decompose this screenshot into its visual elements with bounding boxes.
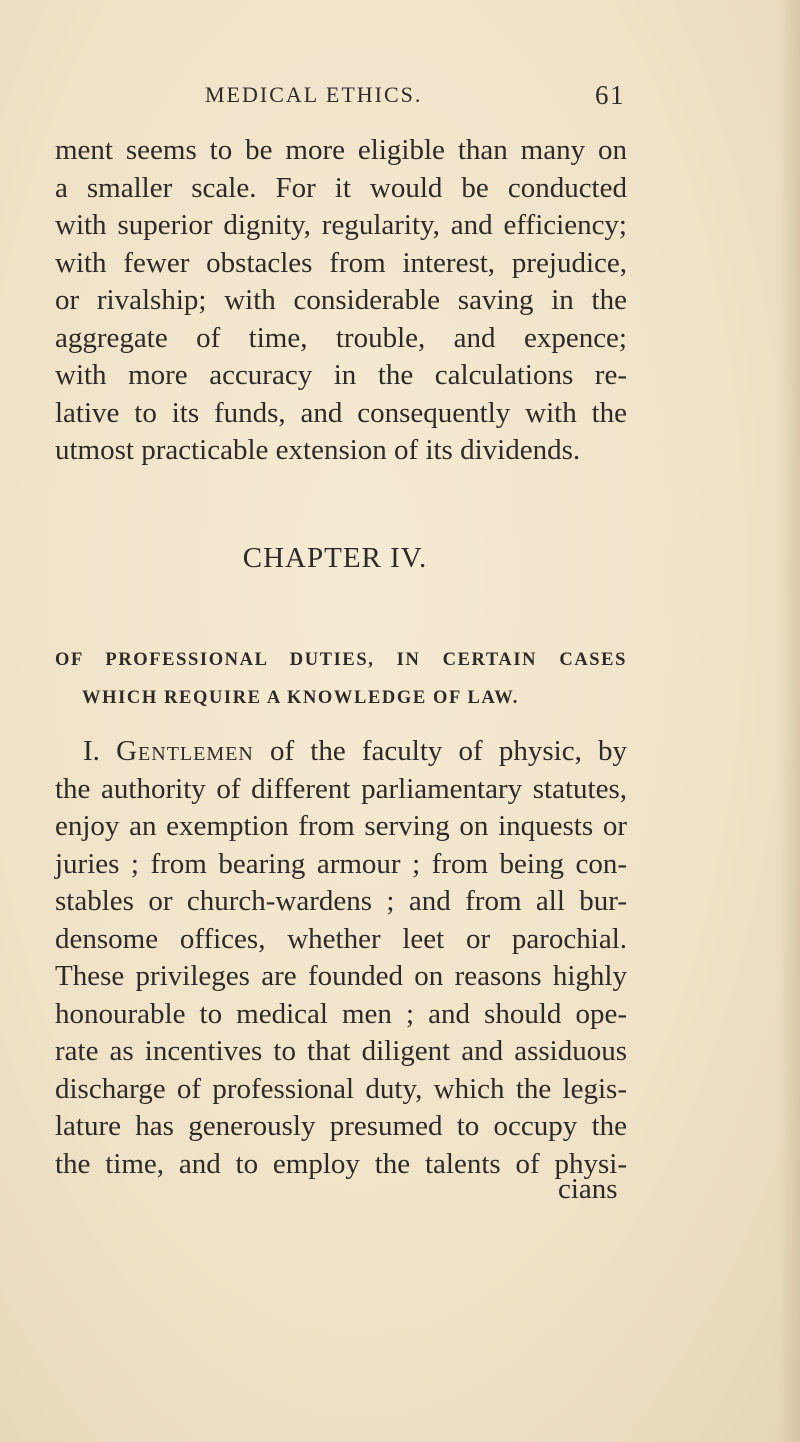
section-number: I. — [83, 735, 100, 767]
chapter-subtitle-line-2: WHICH REQUIRE A KNOWLEDGE OF LAW. — [82, 688, 519, 708]
text-line: the authority of different parliamentary statutes, — [55, 772, 627, 805]
paragraph-section-1 — [55, 733, 627, 1183]
text-line: lative to its funds, and consequently with the — [55, 396, 627, 429]
first-line-rest: of the faculty of physic, by — [269, 735, 628, 767]
text-line: with superior dignity, regularity, and efficiency; — [55, 209, 627, 241]
page-edge-shadow — [778, 0, 800, 1442]
text-line: with fewer obstacles from interest, prejudice, — [55, 246, 627, 279]
text-line: utmost practicable extension of its dividends. — [55, 434, 581, 466]
text-line: enjoy an exemption from serving on inquests or — [55, 810, 627, 842]
text-line: honourable to medical men ; and should ope- — [55, 997, 627, 1030]
chapter-heading — [0, 542, 800, 575]
text-line: rate as incentives to that diligent and assiduous — [55, 1035, 627, 1067]
text-line: densome offices, whether leet or parochial. — [55, 922, 627, 955]
text-line: a smaller scale. For it would be conducted — [55, 171, 627, 204]
chapter-title: CHAPTER IV. — [242, 542, 428, 574]
text-line: with more accuracy in the calculations re- — [55, 359, 627, 391]
catchword: cians — [558, 1173, 618, 1205]
text-line: the time, and to employ the talents of physi- — [55, 1147, 627, 1180]
lead-word: Gentlemen — [116, 735, 254, 767]
text-line: or rivalship; with considerable saving in the — [55, 284, 627, 316]
text-line: discharge of professional duty, which the legis- — [55, 1072, 627, 1105]
running-head — [205, 82, 625, 112]
text-line: These privileges are founded on reasons highly — [55, 960, 627, 992]
paragraph-continued — [55, 132, 627, 470]
page-number: 61 — [595, 80, 625, 110]
chapter-subtitle-line-1: OF PROFESSIONAL DUTIES, IN CERTAIN CASES — [55, 650, 627, 670]
text-line: ment seems to be more eligible than many on — [55, 134, 627, 166]
text-line-first — [55, 733, 627, 771]
text-line: lature has generously presumed to occupy the — [55, 1110, 627, 1142]
text-line: aggregate of time, trouble, and expence; — [55, 321, 627, 354]
text-line: juries ; from bearing armour ; from being con- — [55, 847, 627, 880]
text-line: stables or church-wardens ; and from all bur- — [55, 885, 627, 917]
running-title: MEDICAL ETHICS. — [205, 82, 423, 107]
